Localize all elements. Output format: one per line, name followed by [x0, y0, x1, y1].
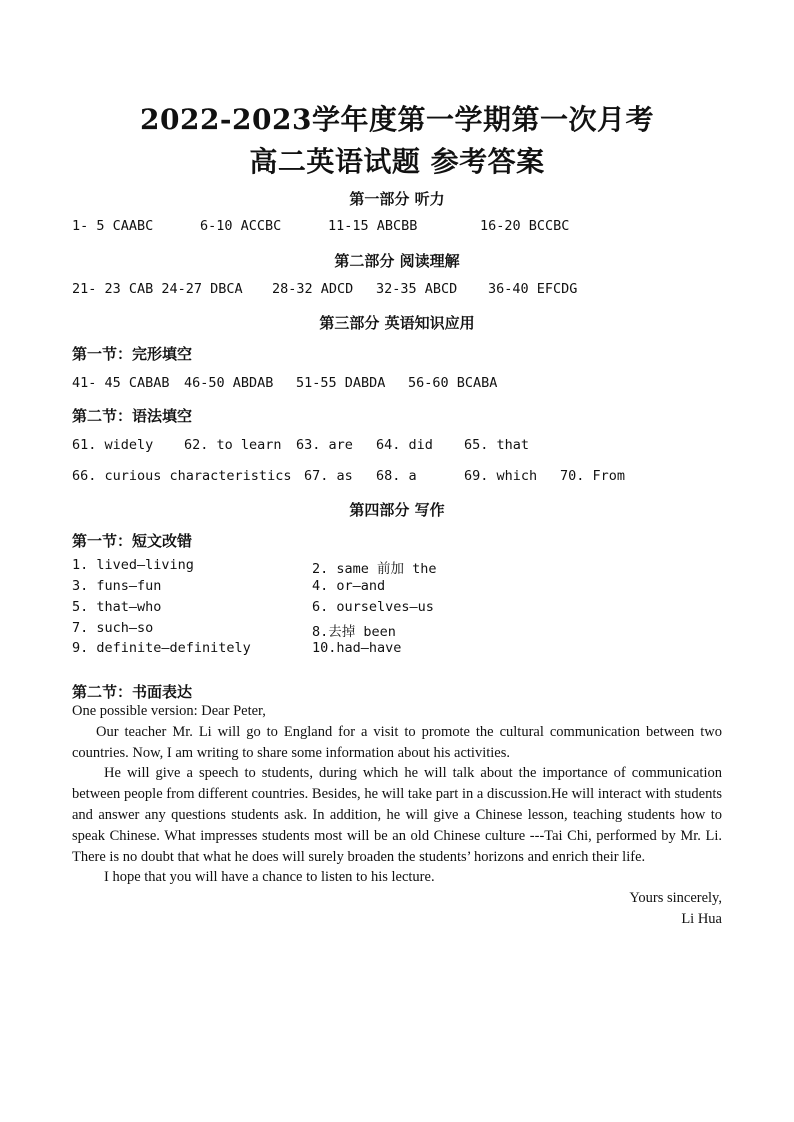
essay-paragraph: I hope that you will have a chance to listen to his lecture. — [104, 869, 435, 886]
answer-group: 46-50 ABDAB — [184, 375, 274, 391]
essay-closing: Yours sincerely, — [629, 890, 722, 907]
answer-item: 64. did — [376, 437, 433, 453]
correction-item: 7. such—so — [72, 620, 154, 636]
essay-intro: One possible version: Dear Peter, — [72, 703, 266, 719]
answer-group: 32-35 ABCD — [376, 281, 458, 297]
essay-signature: Li Hua — [681, 910, 722, 927]
cloze-heading: 第一节：完形填空 — [72, 345, 193, 363]
answer-group: 36-40 EFCDG — [488, 281, 578, 297]
part3-heading: 第三部分 英语知识应用 — [319, 314, 475, 332]
correction-item: 3. funs—fun — [72, 578, 162, 594]
part2-heading: 第二部分 阅读理解 — [334, 252, 460, 270]
answer-item: 68. a — [376, 468, 417, 484]
exam-subtitle: 高二英语试题 参考答案 — [249, 145, 545, 178]
answer-group: 28-32 ADCD — [272, 281, 354, 297]
correction-item: 2. same 前加 the — [312, 561, 437, 577]
answer-item: 66. curious characteristics — [72, 468, 292, 484]
answer-group: 21- 23 CAB 24-27 DBCA — [72, 281, 243, 297]
correction-item: 1. lived—living — [72, 557, 194, 573]
writing-heading: 第二节：书面表达 — [72, 683, 193, 701]
essay-paragraph: Our teacher Mr. Li will go to England for a visit to promote the cultural communication between two countries. Now, I am writing to share some information about his activities. — [72, 723, 722, 761]
correction-item: 6. ourselves—us — [312, 599, 434, 615]
answer-group: 6-10 ACCBC — [200, 218, 282, 234]
correction-item: 10.had—have — [312, 640, 402, 656]
answer-item: 70. From — [560, 468, 626, 484]
answer-group: 56-60 BCABA — [408, 375, 498, 391]
part4-heading: 第四部分 写作 — [349, 501, 445, 519]
answer-item: 67. as — [304, 468, 353, 484]
answer-item: 65. that — [464, 437, 530, 453]
exam-title: 2022-2023学年度第一学期第一次月考 — [140, 103, 654, 136]
answer-group: 11-15 ABCBB — [328, 218, 418, 234]
answer-item: 61. widely — [72, 437, 154, 453]
essay-paragraph: He will give a speech to students, during which he will talk about the importance of communication between people from different countries. Besides, he will take part in a discussion.He will interact with students and answer any questions students ask. In addition, he will give a Chinese lesson, teaching students how to speak Chinese. What impresses students most will be an old Chinese culture ---Tai Chi, performed by Mr. Li. There is no doubt that what he does will surely broaden the students’ horizons and enrich their life. — [72, 765, 722, 865]
answer-item: 62. to learn — [184, 437, 282, 453]
answer-item: 69. which — [464, 468, 538, 484]
part1-heading: 第一部分 听力 — [349, 190, 445, 208]
grammar-fill-heading: 第二节：语法填空 — [72, 407, 193, 425]
answer-item: 63. are — [296, 437, 353, 453]
answer-group: 16-20 BCCBC — [480, 218, 570, 234]
answer-group: 1- 5 CAABC — [72, 218, 154, 234]
correction-item: 4. or—and — [312, 578, 386, 594]
answer-group: 51-55 DABDA — [296, 375, 386, 391]
correction-item: 5. that—who — [72, 599, 162, 615]
answer-group: 41- 45 CABAB — [72, 375, 170, 391]
error-correction-heading: 第一节：短文改错 — [72, 532, 193, 550]
correction-item: 9. definite—definitely — [72, 640, 251, 656]
model-essay — [72, 701, 722, 930]
correction-item: 8.去掉 been — [312, 624, 396, 640]
